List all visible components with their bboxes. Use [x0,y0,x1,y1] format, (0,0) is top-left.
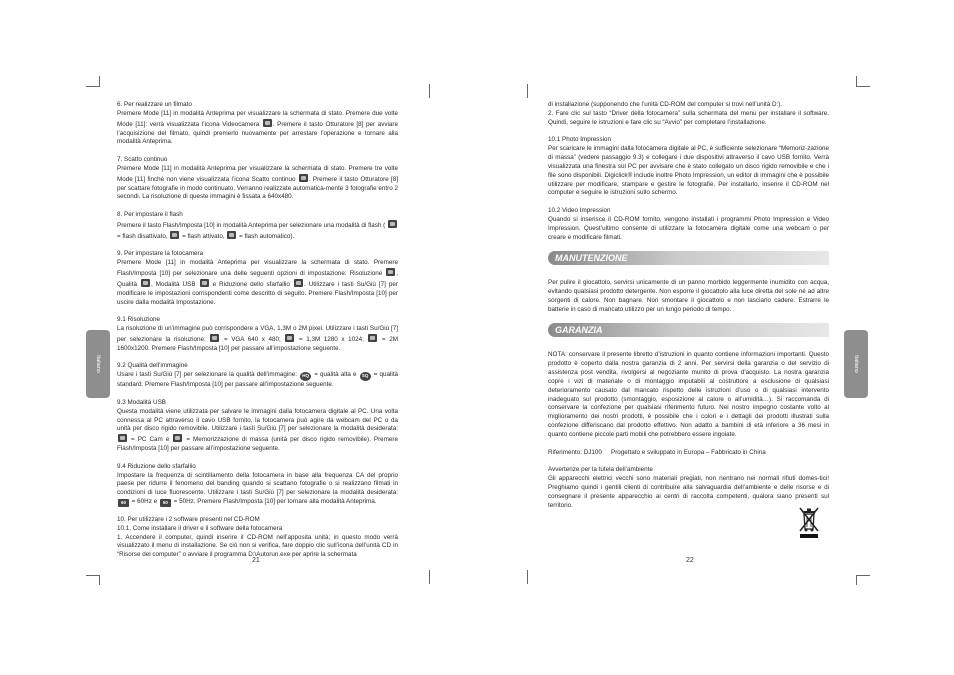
section-title: 6. Per realizzare un filmato [117,101,192,108]
language-tab-left [86,330,110,398]
install-steps [548,101,829,128]
section-title: 10.1 Photo Impression [548,136,612,144]
crop-mark [527,84,528,98]
language-tab-label: Italiano [853,355,859,373]
section-title: 8. Per impostare il flash [117,211,183,219]
section-title: 7. Scatto continuo [117,156,168,164]
crop-mark [429,84,430,98]
resolution-icon [386,268,395,276]
left-page-column [117,101,398,569]
section-title: 9.3 Modalità USB [117,398,167,406]
riferimento [548,449,829,458]
section-9-4: 9.4 Riduzione dello sfarfallio Impostare la frequenza di scintillamento della fotocamera in base alla frequenza CA del proprio paese per ridurre il fenomeno del banding quando si scattano fotografie o si realizzano filmati in condizioni di luce fluorescente. Utilizzare i tasti Su/Giù [7] per selezionare la modalità desiderata: 60 = 60Hz e 50 = 50Hz. Premere Flash/Imposta [10] per tornare alla modalità Anteprima. [117,462,398,506]
section-title: 10.2 Video Impression [548,207,611,215]
section-title: 9.2 Qualità dell’immagine [117,362,188,370]
section-title: 9.1 Risoluzione [117,316,161,324]
section-9-3: 9.3 Modalità USB Questa modalità viene utilizzata per salvare le immagini dalla fotocamera digitale al PC. Una volta connessa al PC attraverso il cavo USB fornito, la fotocamera può agire da webcam del PC o da unità per disco rigido removibile. Utilizzare i tasti Su/Giù [7] per selezionare la modalità desiderata: = PC Cam e = Memorizzazione di massa (unità per disco rigido removibile). Premere Flash/Imposta [10] per passare all’impostazione seguente. [117,398,399,453]
crop-mark [99,575,100,585]
section-8: 8. Per impostare il flash Premere il tasto Flash/Imposta [10] in modalità Anteprima per selezionare una modalità di flash ( = flash disattivato, = flash attivato, = flash automatico). [117,211,398,242]
section-9: 9. Per impostare la fotocamera Premere Mode [11] in modalità Anteprima per visualizzare la schermata di stato. Premere Flash/Imposta [10] per selezionare una delle seguenti opzioni di impostazione: Risoluzione , Qualità , Modalità USB e Riduzione dello sfarfallio . Utilizzare i tasti Su/Giù [7] per modificare le impostazioni corrispondenti come descritto di seguito. Premere Flash/Imposta [10] per uscire dalla modalità Impostazione. [117,250,399,306]
page-number-left: 21 [252,557,260,564]
resolution-1-3m-icon [285,334,294,342]
crossed-bin-icon [796,505,822,539]
video-impression: 10.2 Video Impression Quando si inserisce il CD-ROM fornito, vengono installati i programmi Photo Impression e Video Impression. Quest’ultimo consente di utilizzare la fotocamera digitale come una webcam o per creare e modificare filmati. [548,207,829,241]
page-number-right: 22 [686,557,694,564]
install-intro: di installazione (supponendo che l’unità CD-ROM del computer si trovi nell’unità D:). [548,101,783,108]
videocamera-icon [263,119,272,127]
flash-on-icon [170,231,179,239]
crop-mark [856,86,870,87]
resolution-2m-icon [368,334,377,342]
burst-icon [299,174,308,182]
install-step-2: 2. Fare clic sul tasto “Driver della fotocamera” sulla schermata del menu per installare il software. Quindi, seguire le istruzioni e fare clic su “Avvio” per completare l’installazione. [548,109,829,126]
flash-auto-icon [227,231,236,239]
section-title: 9.4 Riduzione dello sfarfallio [117,462,196,470]
riferimento-label: Riferimento: DJ100 [548,448,602,456]
pc-cam-icon [118,434,127,442]
section-9-2: 9.2 Qualità dell’immagine Usare i tasti Su/Giù [7] per selezionare la qualità dell’immagine: HQ = qualità alta e SQ = qualità standard. Premere Flash/Imposta [10] per passare all’impostazione seguente. [117,362,399,389]
section-7: 7. Scatto continuo Premere Mode [11] in modalità Anteprima per visualizzare la schermata di stato. Premere tre volte Mode [11] finché non viene visualizzata l’icona Scatto continuo . Premere il tasto Otturatore [8] per scattare fotografie in modo continuato. Verranno realizzate automatica-mente 3 fotografie entro 2 secondi. La risoluzione di queste immagini è fissata a 640x480. [117,156,398,201]
language-tab-label: Italiano [95,355,101,373]
garanzia-heading: GARANZIA [548,323,829,337]
flicker-icon [294,279,303,287]
crop-mark [429,570,430,584]
crop-mark [856,575,870,576]
garanzia-text: NOTA: conservare il presente libretto d’istruzioni in quanto contiene informazioni importanti. Questo prodotto è coperto dalla nostra garanzia di 2 anni. Per servirsi della garanzia o del servizio di assistenza post vendita, rivolgersi al negoziante munito di prova d’acquisto. La nostra garanzia copre i vizi di materiale o di montaggio imputabili al costruttore a esclusione di qualsiasi deterioramento causato dal mancato rispetto delle istruzioni d’uso o di qualsiasi intervento inadeguato sul prodotto (smontaggio, esposizione al calore o all’umidità…). Si raccomanda di conservare la confezione per qualsiasi riferimento futuro. Nel nostro impegno costante volto al miglioramento dei nostri prodotti, è possibile che i colori e i dettagli dei prodotti illustrati sulla confezione differiscano dal prodotto effettivo. Non adatto a bambini di età inferiore a 36 mesi in quanto contiene piccole parti mobili che potrebbero essere ingoiate. [548,351,829,438]
crop-mark [86,86,100,87]
crop-mark [856,575,857,585]
usb-icon [200,279,209,287]
section-9-1: 9.1 Risoluzione La risoluzione di un’immagine può corrispondere a VGA, 1,3M o 2M pixel. Utilizzare i tasti Su/Giù [7] per selezionare la risoluzione: = VGA 640 x 480; = 1,3M 1280 x 1024; = 2M 1600x1200. Premere Flash/Imposta [10] per passare all’impostazione seguente. [117,316,398,352]
flash-off-icon [388,220,397,228]
photo-impression: 10.1 Photo Impression Per scaricare le immagini dalla fotocamera digitale al PC, è sufficiente selezionare “Memoriz-zazione di massa” (vedere passaggio 9.3) e collegare i due dispositivi attraverso il cavo USB fornito. Verrà visualizzata una finestra sul PC per avvisare che è stato collegato un disco rigido removibile e che i file sono disponibili. Digiclick® include inoltre Photo Impression, un editor di immagini che è possibile utilizzare per modificare, stampare e gestire le fotografie. Per installarlo, inserire il CD-ROM nel computer e seguire le istruzioni sullo schermo. [548,136,829,197]
riferimento-value: Progettato e sviluppato in Europa – Fabbricato in China [611,448,766,456]
section-title: 10. Per utilizzare i 2 software presenti nel CD-ROM [117,515,260,523]
section-title: Avvertenze per la tutela dell’ambiente [548,466,653,474]
crop-mark [99,76,100,86]
crop-mark [856,76,857,86]
language-tab-right [844,330,868,398]
manutenzione-heading: MANUTENZIONE [548,251,829,265]
quality-standard-icon: SQ [360,372,371,381]
manutenzione-text: Per pulire il giocattolo, servirsi unicamente di un panno morbido leggermente inumidito con acqua, evitando qualsiasi prodotto detergente. Non esporre il giocattolo alla luce diretta del sole né ad altre sorgenti di calore. Non bagnare. Non smontare il giocattolo e non lasciarlo cadere. Estrarre le batterie in caso di mancato utilizzo per un lungo periodo di tempo. [548,279,829,313]
section-title: 9. Per impostare la fotocamera [117,250,204,258]
crop-mark [527,570,528,584]
mass-storage-icon [173,434,182,442]
section-6: 6. Per realizzare un filmato Premere Mode [11] in modalità Anteprima per visualizzare la schermata di stato. Premere due volte Mode [11]: verrà visualizzata l’icona Videocamera . Premere il tasto Otturatore [8] per avviare l’acquisizione del filmato, quindi premerlo nuovamente per arrestare l’operazione e tornare alla modalità Anteprima. [117,101,398,146]
crop-mark [86,575,100,576]
resolution-vga-icon [210,334,219,342]
hz60-icon: 60 [118,499,129,507]
hz50-icon: 50 [160,499,171,507]
quality-icon [141,279,150,287]
right-page-column [548,101,829,519]
quality-high-icon: HQ [300,372,311,381]
section-10: 10. Per utilizzare i 2 software presenti nel CD-ROM 10.1. Come installare il driver e il software della fotocamera 1. Accendere il computer, quindi inserire il CD-ROM nell’apposita unità; in questo modo verrà visualizzato il menu di installazione. Se ciò non si verifica, fare doppio clic sull’icona dell’unità CD in “Risorse del computer” o avviare il programma D:\Autorun.exe per aprire la schermata [117,515,398,559]
section-subtitle: 10.1. Come installare il driver e il software della fotocamera [117,524,283,532]
avvertenze: Avvertenze per la tutela dell’ambiente Gli apparecchi elettrici vecchi sono materiali pregiati, non rientrano nei normali rifiuti domes-tici! Preghiamo quindi i gentili clienti di contribuire alla salvaguardia dell’ambiente e delle risorse e di consegnare il presente apparecchio ai centri di raccolta competenti, qualora siano presenti sul territorio. [548,466,829,509]
